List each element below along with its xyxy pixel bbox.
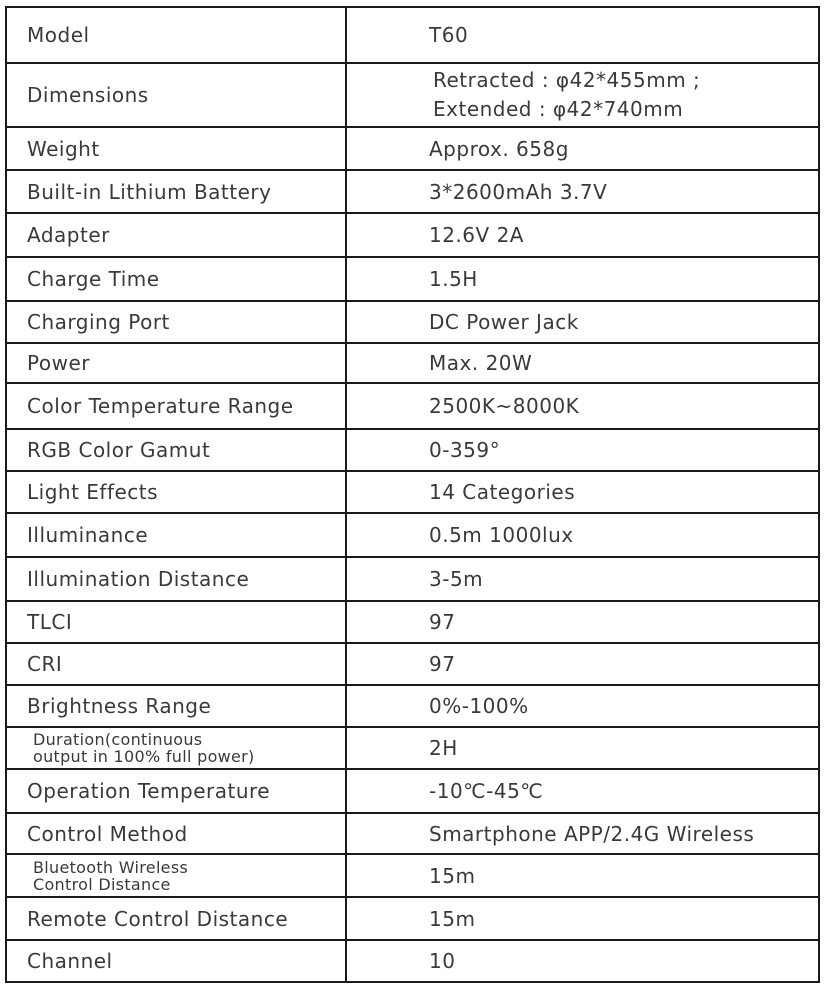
spec-row — [6, 7, 819, 63]
spec-value: Smartphone APP/2.4G Wireless — [346, 813, 819, 854]
spec-value: DC Power Jack — [346, 301, 819, 343]
spec-value-line: Extended : φ42*740mm — [433, 97, 684, 121]
spec-row — [6, 429, 819, 471]
spec-value: 3*2600mAh 3.7V — [346, 170, 819, 213]
spec-row — [6, 769, 819, 813]
spec-label-line: Bluetooth Wireless — [33, 857, 189, 877]
spec-label: CRI — [6, 643, 346, 685]
spec-value: 0.5m 1000lux — [346, 513, 819, 557]
spec-label: Remote Control Distance — [6, 897, 346, 940]
spec-label-line: Control Distance — [33, 874, 171, 894]
spec-label: Channel — [6, 940, 346, 982]
spec-row — [6, 854, 819, 897]
spec-row — [6, 471, 819, 513]
spec-row — [6, 643, 819, 685]
spec-label: Model — [6, 7, 346, 63]
spec-row — [6, 897, 819, 940]
spec-label: Charging Port — [6, 301, 346, 343]
spec-row — [6, 63, 819, 127]
spec-value: 2H — [346, 727, 819, 769]
spec-value — [346, 63, 819, 127]
spec-label-line: output in 100% full power) — [33, 747, 255, 766]
spec-value-line: Retracted : φ42*455mm ; — [433, 68, 701, 92]
spec-value: Max. 20W — [346, 343, 819, 383]
spec-value: Approx. 658g — [346, 127, 819, 170]
spec-label — [6, 854, 346, 897]
spec-row — [6, 301, 819, 343]
spec-value: 97 — [346, 643, 819, 685]
spec-label: TLCI — [6, 601, 346, 643]
spec-label: Operation Temperature — [6, 769, 346, 813]
spec-value: 1.5H — [346, 257, 819, 301]
spec-value: 14 Categories — [346, 471, 819, 513]
spec-label: Weight — [6, 127, 346, 170]
spec-label: Built-in Lithium Battery — [6, 170, 346, 213]
spec-value: 2500K~8000K — [346, 383, 819, 429]
spec-row — [6, 513, 819, 557]
spec-value: 15m — [346, 897, 819, 940]
spec-table — [5, 6, 820, 983]
spec-row — [6, 170, 819, 213]
spec-label: RGB Color Gamut — [6, 429, 346, 471]
spec-label: Power — [6, 343, 346, 383]
spec-label: Charge Time — [6, 257, 346, 301]
spec-value: 97 — [346, 601, 819, 643]
spec-label-line: Duration(continuous — [33, 730, 203, 749]
spec-label — [6, 727, 346, 769]
spec-value: 10 — [346, 940, 819, 982]
spec-value: -10℃-45℃ — [346, 769, 819, 813]
spec-value: 0%-100% — [346, 685, 819, 727]
spec-label: Illuminance — [6, 513, 346, 557]
spec-value: 3-5m — [346, 557, 819, 601]
spec-row — [6, 257, 819, 301]
spec-row — [6, 940, 819, 982]
spec-value: 15m — [346, 854, 819, 897]
spec-row — [6, 727, 819, 769]
spec-label: Dimensions — [6, 63, 346, 127]
spec-row — [6, 343, 819, 383]
spec-label: Control Method — [6, 813, 346, 854]
spec-value: 12.6V 2A — [346, 213, 819, 257]
spec-row — [6, 813, 819, 854]
spec-row — [6, 557, 819, 601]
spec-value: 0-359° — [346, 429, 819, 471]
spec-label: Brightness Range — [6, 685, 346, 727]
spec-label: Adapter — [6, 213, 346, 257]
spec-label: Light Effects — [6, 471, 346, 513]
spec-label: Illumination Distance — [6, 557, 346, 601]
spec-row — [6, 383, 819, 429]
spec-row — [6, 601, 819, 643]
spec-row — [6, 127, 819, 170]
spec-row — [6, 685, 819, 727]
spec-label: Color Temperature Range — [6, 383, 346, 429]
spec-row — [6, 213, 819, 257]
spec-value: T60 — [346, 7, 819, 63]
